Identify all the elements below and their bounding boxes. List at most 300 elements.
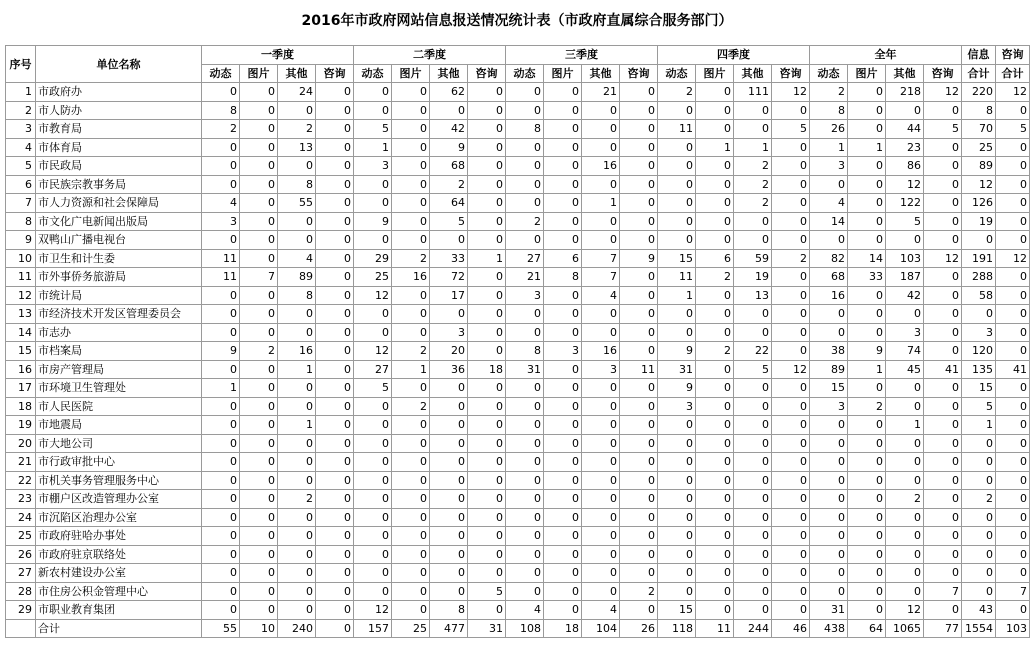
value-cell[interactable]: 9 — [620, 249, 658, 268]
row-index-cell[interactable]: 5 — [6, 157, 36, 176]
value-cell[interactable]: 0 — [392, 601, 430, 620]
value-cell[interactable]: 1 — [202, 379, 240, 398]
value-cell[interactable]: 0 — [316, 360, 354, 379]
value-cell[interactable]: 0 — [544, 157, 582, 176]
value-cell[interactable]: 0 — [506, 416, 544, 435]
value-cell[interactable]: 220 — [962, 83, 996, 102]
value-cell[interactable]: 0 — [392, 83, 430, 102]
value-cell[interactable]: 0 — [278, 508, 316, 527]
value-cell[interactable]: 0 — [924, 434, 962, 453]
value-cell[interactable]: 0 — [772, 434, 810, 453]
value-cell[interactable]: 0 — [544, 138, 582, 157]
value-cell[interactable]: 0 — [620, 545, 658, 564]
total-value-cell[interactable]: 10 — [240, 619, 278, 638]
value-cell[interactable]: 2 — [810, 83, 848, 102]
value-cell[interactable]: 0 — [696, 453, 734, 472]
value-cell[interactable]: 0 — [278, 545, 316, 564]
value-cell[interactable]: 0 — [772, 416, 810, 435]
value-cell[interactable]: 2 — [506, 212, 544, 231]
value-cell[interactable]: 0 — [848, 231, 886, 250]
value-cell[interactable]: 17 — [430, 286, 468, 305]
value-cell[interactable]: 0 — [996, 157, 1030, 176]
value-cell[interactable]: 3 — [810, 397, 848, 416]
value-cell[interactable]: 0 — [658, 323, 696, 342]
value-cell[interactable]: 0 — [316, 323, 354, 342]
value-cell[interactable]: 0 — [886, 453, 924, 472]
value-cell[interactable]: 36 — [430, 360, 468, 379]
value-cell[interactable]: 0 — [620, 157, 658, 176]
value-cell[interactable]: 0 — [354, 582, 392, 601]
value-cell[interactable]: 0 — [996, 397, 1030, 416]
value-cell[interactable]: 2 — [696, 268, 734, 287]
value-cell[interactable]: 0 — [620, 397, 658, 416]
value-cell[interactable]: 0 — [430, 397, 468, 416]
value-cell[interactable]: 0 — [316, 120, 354, 139]
value-cell[interactable]: 3 — [582, 360, 620, 379]
value-cell[interactable]: 33 — [430, 249, 468, 268]
value-cell[interactable]: 0 — [924, 508, 962, 527]
value-cell[interactable]: 0 — [810, 471, 848, 490]
value-cell[interactable]: 0 — [544, 416, 582, 435]
value-cell[interactable]: 0 — [620, 490, 658, 509]
value-cell[interactable]: 0 — [696, 527, 734, 546]
value-cell[interactable]: 5 — [354, 379, 392, 398]
value-cell[interactable]: 1 — [810, 138, 848, 157]
value-cell[interactable]: 0 — [848, 305, 886, 324]
value-cell[interactable]: 0 — [354, 545, 392, 564]
value-cell[interactable]: 0 — [924, 564, 962, 583]
value-cell[interactable]: 0 — [696, 379, 734, 398]
value-cell[interactable]: 0 — [848, 194, 886, 213]
value-cell[interactable]: 0 — [316, 490, 354, 509]
unit-name-cell[interactable]: 市档案局 — [36, 342, 202, 361]
value-cell[interactable]: 25 — [354, 268, 392, 287]
value-cell[interactable]: 1 — [278, 416, 316, 435]
unit-name-cell[interactable]: 市外事侨务旅游局 — [36, 268, 202, 287]
value-cell[interactable]: 70 — [962, 120, 996, 139]
unit-name-cell[interactable]: 市卫生和计生委 — [36, 249, 202, 268]
value-cell[interactable]: 0 — [506, 175, 544, 194]
value-cell[interactable]: 0 — [316, 416, 354, 435]
value-cell[interactable]: 0 — [696, 601, 734, 620]
value-cell[interactable]: 0 — [278, 397, 316, 416]
value-cell[interactable]: 0 — [278, 434, 316, 453]
value-cell[interactable]: 16 — [392, 268, 430, 287]
value-cell[interactable]: 0 — [848, 212, 886, 231]
value-cell[interactable]: 0 — [696, 471, 734, 490]
value-cell[interactable]: 0 — [696, 212, 734, 231]
value-cell[interactable]: 0 — [996, 212, 1030, 231]
value-cell[interactable]: 0 — [734, 231, 772, 250]
value-cell[interactable]: 4 — [278, 249, 316, 268]
value-cell[interactable]: 0 — [468, 231, 506, 250]
value-cell[interactable]: 0 — [468, 545, 506, 564]
value-cell[interactable]: 0 — [734, 397, 772, 416]
value-cell[interactable]: 0 — [582, 138, 620, 157]
value-cell[interactable]: 0 — [354, 175, 392, 194]
value-cell[interactable]: 0 — [392, 416, 430, 435]
value-cell[interactable]: 0 — [468, 83, 506, 102]
value-cell[interactable]: 0 — [582, 434, 620, 453]
value-cell[interactable]: 58 — [962, 286, 996, 305]
value-cell[interactable]: 0 — [240, 379, 278, 398]
value-cell[interactable]: 1 — [392, 360, 430, 379]
value-cell[interactable]: 0 — [316, 101, 354, 120]
value-cell[interactable]: 0 — [354, 305, 392, 324]
header-year-sub-1[interactable]: 图片 — [848, 64, 886, 83]
value-cell[interactable]: 13 — [734, 286, 772, 305]
value-cell[interactable]: 111 — [734, 83, 772, 102]
value-cell[interactable]: 11 — [202, 268, 240, 287]
value-cell[interactable]: 0 — [316, 157, 354, 176]
value-cell[interactable]: 9 — [202, 342, 240, 361]
value-cell[interactable]: 12 — [886, 601, 924, 620]
unit-name-cell[interactable]: 新农村建设办公室 — [36, 564, 202, 583]
value-cell[interactable]: 0 — [506, 101, 544, 120]
unit-name-cell[interactable]: 市人力资源和社会保障局 — [36, 194, 202, 213]
unit-name-cell[interactable]: 市经济技术开发区管理委员会 — [36, 305, 202, 324]
value-cell[interactable]: 11 — [658, 268, 696, 287]
value-cell[interactable]: 0 — [316, 379, 354, 398]
value-cell[interactable]: 0 — [316, 601, 354, 620]
value-cell[interactable]: 0 — [468, 286, 506, 305]
unit-name-cell[interactable]: 市职业教育集团 — [36, 601, 202, 620]
value-cell[interactable]: 0 — [316, 83, 354, 102]
value-cell[interactable]: 0 — [620, 379, 658, 398]
value-cell[interactable]: 0 — [316, 508, 354, 527]
value-cell[interactable]: 0 — [468, 138, 506, 157]
value-cell[interactable]: 0 — [848, 545, 886, 564]
value-cell[interactable]: 0 — [544, 286, 582, 305]
value-cell[interactable]: 2 — [886, 490, 924, 509]
value-cell[interactable]: 0 — [278, 231, 316, 250]
value-cell[interactable]: 0 — [620, 416, 658, 435]
value-cell[interactable]: 0 — [658, 416, 696, 435]
value-cell[interactable]: 0 — [924, 342, 962, 361]
value-cell[interactable]: 16 — [582, 157, 620, 176]
value-cell[interactable]: 3 — [658, 397, 696, 416]
total-value-cell[interactable]: 104 — [582, 619, 620, 638]
value-cell[interactable]: 0 — [468, 527, 506, 546]
value-cell[interactable]: 0 — [696, 194, 734, 213]
header-consult-total-bottom[interactable]: 合计 — [996, 64, 1030, 83]
value-cell[interactable]: 0 — [810, 323, 848, 342]
value-cell[interactable]: 0 — [506, 527, 544, 546]
value-cell[interactable]: 0 — [772, 379, 810, 398]
value-cell[interactable]: 8 — [430, 601, 468, 620]
value-cell[interactable]: 0 — [810, 453, 848, 472]
value-cell[interactable]: 0 — [430, 379, 468, 398]
value-cell[interactable]: 0 — [506, 379, 544, 398]
value-cell[interactable]: 0 — [468, 194, 506, 213]
value-cell[interactable]: 0 — [392, 564, 430, 583]
value-cell[interactable]: 0 — [240, 194, 278, 213]
value-cell[interactable]: 14 — [810, 212, 848, 231]
header-q1-sub-2[interactable]: 其他 — [278, 64, 316, 83]
value-cell[interactable]: 0 — [544, 582, 582, 601]
value-cell[interactable]: 0 — [506, 194, 544, 213]
value-cell[interactable]: 2 — [278, 120, 316, 139]
value-cell[interactable]: 0 — [886, 434, 924, 453]
value-cell[interactable]: 12 — [354, 601, 392, 620]
unit-name-cell[interactable]: 市政府办 — [36, 83, 202, 102]
row-index-cell[interactable]: 27 — [6, 564, 36, 583]
value-cell[interactable]: 0 — [620, 527, 658, 546]
value-cell[interactable]: 0 — [924, 286, 962, 305]
value-cell[interactable]: 0 — [848, 564, 886, 583]
value-cell[interactable]: 0 — [696, 416, 734, 435]
value-cell[interactable]: 0 — [658, 545, 696, 564]
value-cell[interactable]: 0 — [848, 490, 886, 509]
unit-name-cell[interactable]: 市地震局 — [36, 416, 202, 435]
value-cell[interactable]: 0 — [316, 397, 354, 416]
value-cell[interactable]: 12 — [962, 175, 996, 194]
value-cell[interactable]: 0 — [392, 545, 430, 564]
value-cell[interactable]: 0 — [848, 508, 886, 527]
value-cell[interactable]: 0 — [468, 212, 506, 231]
unit-name-cell[interactable]: 双鸭山广播电视台 — [36, 231, 202, 250]
value-cell[interactable]: 0 — [278, 471, 316, 490]
row-index-cell[interactable]: 28 — [6, 582, 36, 601]
value-cell[interactable]: 0 — [772, 268, 810, 287]
value-cell[interactable]: 0 — [506, 83, 544, 102]
value-cell[interactable]: 2 — [848, 397, 886, 416]
value-cell[interactable]: 0 — [392, 194, 430, 213]
value-cell[interactable]: 0 — [924, 601, 962, 620]
value-cell[interactable]: 0 — [658, 138, 696, 157]
unit-name-cell[interactable]: 市志办 — [36, 323, 202, 342]
value-cell[interactable]: 0 — [392, 138, 430, 157]
value-cell[interactable]: 29 — [354, 249, 392, 268]
value-cell[interactable]: 42 — [886, 286, 924, 305]
value-cell[interactable]: 0 — [430, 416, 468, 435]
value-cell[interactable]: 103 — [886, 249, 924, 268]
value-cell[interactable]: 15 — [962, 379, 996, 398]
value-cell[interactable]: 0 — [202, 508, 240, 527]
value-cell[interactable]: 0 — [696, 564, 734, 583]
value-cell[interactable]: 0 — [996, 323, 1030, 342]
value-cell[interactable]: 0 — [240, 286, 278, 305]
value-cell[interactable]: 0 — [772, 453, 810, 472]
value-cell[interactable]: 0 — [278, 453, 316, 472]
value-cell[interactable]: 0 — [962, 527, 996, 546]
value-cell[interactable]: 0 — [658, 231, 696, 250]
value-cell[interactable]: 0 — [996, 508, 1030, 527]
value-cell[interactable]: 0 — [582, 379, 620, 398]
value-cell[interactable]: 0 — [316, 212, 354, 231]
value-cell[interactable]: 0 — [848, 120, 886, 139]
value-cell[interactable]: 0 — [582, 471, 620, 490]
value-cell[interactable]: 0 — [582, 101, 620, 120]
value-cell[interactable]: 0 — [696, 101, 734, 120]
value-cell[interactable]: 0 — [544, 212, 582, 231]
header-year[interactable]: 全年 — [810, 46, 962, 65]
value-cell[interactable]: 0 — [658, 471, 696, 490]
value-cell[interactable]: 0 — [468, 323, 506, 342]
value-cell[interactable]: 0 — [924, 175, 962, 194]
value-cell[interactable]: 0 — [886, 471, 924, 490]
value-cell[interactable]: 6 — [544, 249, 582, 268]
value-cell[interactable]: 2 — [392, 342, 430, 361]
unit-name-cell[interactable]: 市教育局 — [36, 120, 202, 139]
value-cell[interactable]: 187 — [886, 268, 924, 287]
value-cell[interactable]: 0 — [202, 157, 240, 176]
value-cell[interactable]: 0 — [848, 175, 886, 194]
value-cell[interactable]: 9 — [658, 342, 696, 361]
value-cell[interactable]: 0 — [886, 101, 924, 120]
value-cell[interactable]: 68 — [430, 157, 468, 176]
header-q3-sub-2[interactable]: 其他 — [582, 64, 620, 83]
row-index-cell[interactable]: 29 — [6, 601, 36, 620]
value-cell[interactable]: 59 — [734, 249, 772, 268]
header-consult-total-top[interactable]: 咨询 — [996, 46, 1030, 65]
value-cell[interactable]: 0 — [278, 379, 316, 398]
value-cell[interactable]: 5 — [962, 397, 996, 416]
value-cell[interactable]: 0 — [202, 582, 240, 601]
value-cell[interactable]: 0 — [772, 305, 810, 324]
value-cell[interactable]: 0 — [202, 360, 240, 379]
header-q4-sub-0[interactable]: 动态 — [658, 64, 696, 83]
value-cell[interactable]: 0 — [354, 397, 392, 416]
value-cell[interactable]: 0 — [772, 564, 810, 583]
value-cell[interactable]: 0 — [924, 453, 962, 472]
value-cell[interactable]: 0 — [468, 305, 506, 324]
value-cell[interactable]: 0 — [506, 305, 544, 324]
total-label-cell[interactable]: 合计 — [36, 619, 202, 638]
value-cell[interactable]: 0 — [996, 286, 1030, 305]
value-cell[interactable]: 27 — [506, 249, 544, 268]
value-cell[interactable]: 0 — [544, 564, 582, 583]
value-cell[interactable]: 7 — [996, 582, 1030, 601]
value-cell[interactable]: 0 — [240, 601, 278, 620]
value-cell[interactable]: 0 — [996, 564, 1030, 583]
value-cell[interactable]: 0 — [924, 231, 962, 250]
value-cell[interactable]: 0 — [696, 175, 734, 194]
value-cell[interactable]: 11 — [658, 120, 696, 139]
value-cell[interactable]: 42 — [430, 120, 468, 139]
value-cell[interactable]: 0 — [996, 175, 1030, 194]
value-cell[interactable]: 0 — [886, 231, 924, 250]
value-cell[interactable]: 7 — [582, 249, 620, 268]
unit-name-cell[interactable]: 市人民医院 — [36, 397, 202, 416]
value-cell[interactable]: 0 — [544, 194, 582, 213]
value-cell[interactable]: 0 — [354, 564, 392, 583]
value-cell[interactable]: 0 — [544, 323, 582, 342]
value-cell[interactable]: 0 — [202, 323, 240, 342]
total-value-cell[interactable]: 438 — [810, 619, 848, 638]
value-cell[interactable]: 0 — [620, 471, 658, 490]
value-cell[interactable]: 0 — [506, 397, 544, 416]
value-cell[interactable]: 0 — [696, 360, 734, 379]
value-cell[interactable]: 0 — [354, 416, 392, 435]
value-cell[interactable]: 0 — [240, 175, 278, 194]
value-cell[interactable]: 0 — [734, 323, 772, 342]
value-cell[interactable]: 0 — [544, 120, 582, 139]
value-cell[interactable]: 0 — [430, 508, 468, 527]
value-cell[interactable]: 0 — [202, 434, 240, 453]
value-cell[interactable]: 0 — [316, 582, 354, 601]
value-cell[interactable]: 0 — [240, 471, 278, 490]
header-q4-sub-2[interactable]: 其他 — [734, 64, 772, 83]
value-cell[interactable]: 0 — [544, 379, 582, 398]
value-cell[interactable]: 0 — [468, 175, 506, 194]
value-cell[interactable]: 0 — [810, 545, 848, 564]
value-cell[interactable]: 0 — [392, 527, 430, 546]
header-index[interactable]: 序号 — [6, 46, 36, 83]
value-cell[interactable]: 0 — [316, 286, 354, 305]
value-cell[interactable]: 89 — [962, 157, 996, 176]
row-index-cell[interactable]: 18 — [6, 397, 36, 416]
value-cell[interactable]: 0 — [924, 490, 962, 509]
value-cell[interactable]: 12 — [924, 83, 962, 102]
value-cell[interactable]: 0 — [202, 286, 240, 305]
value-cell[interactable]: 0 — [316, 471, 354, 490]
value-cell[interactable]: 12 — [996, 83, 1030, 102]
value-cell[interactable]: 21 — [506, 268, 544, 287]
value-cell[interactable]: 0 — [658, 508, 696, 527]
row-index-cell[interactable]: 26 — [6, 545, 36, 564]
value-cell[interactable]: 64 — [430, 194, 468, 213]
value-cell[interactable]: 2 — [734, 175, 772, 194]
value-cell[interactable]: 0 — [392, 379, 430, 398]
value-cell[interactable]: 11 — [620, 360, 658, 379]
value-cell[interactable]: 0 — [696, 490, 734, 509]
header-q4-sub-3[interactable]: 咨询 — [772, 64, 810, 83]
value-cell[interactable]: 0 — [354, 231, 392, 250]
value-cell[interactable]: 0 — [734, 101, 772, 120]
value-cell[interactable]: 1 — [278, 360, 316, 379]
unit-name-cell[interactable]: 市大地公司 — [36, 434, 202, 453]
value-cell[interactable]: 0 — [582, 582, 620, 601]
value-cell[interactable]: 0 — [996, 268, 1030, 287]
value-cell[interactable]: 0 — [468, 157, 506, 176]
value-cell[interactable]: 6 — [696, 249, 734, 268]
value-cell[interactable]: 0 — [886, 379, 924, 398]
value-cell[interactable]: 0 — [734, 527, 772, 546]
value-cell[interactable]: 0 — [240, 508, 278, 527]
value-cell[interactable]: 0 — [582, 175, 620, 194]
value-cell[interactable]: 0 — [392, 175, 430, 194]
value-cell[interactable]: 0 — [544, 490, 582, 509]
value-cell[interactable]: 41 — [996, 360, 1030, 379]
value-cell[interactable]: 0 — [734, 471, 772, 490]
value-cell[interactable]: 0 — [430, 527, 468, 546]
value-cell[interactable]: 191 — [962, 249, 996, 268]
value-cell[interactable]: 0 — [544, 231, 582, 250]
value-cell[interactable]: 0 — [924, 157, 962, 176]
value-cell[interactable]: 0 — [202, 453, 240, 472]
header-year-sub-0[interactable]: 动态 — [810, 64, 848, 83]
value-cell[interactable]: 31 — [658, 360, 696, 379]
value-cell[interactable]: 0 — [620, 453, 658, 472]
value-cell[interactable]: 0 — [506, 508, 544, 527]
value-cell[interactable]: 1 — [658, 286, 696, 305]
value-cell[interactable]: 43 — [962, 601, 996, 620]
value-cell[interactable]: 14 — [848, 249, 886, 268]
row-index-cell[interactable]: 10 — [6, 249, 36, 268]
value-cell[interactable]: 0 — [696, 120, 734, 139]
header-q2-sub-0[interactable]: 动态 — [354, 64, 392, 83]
header-info-total-bottom[interactable]: 合计 — [962, 64, 996, 83]
value-cell[interactable]: 0 — [924, 101, 962, 120]
value-cell[interactable]: 0 — [996, 434, 1030, 453]
value-cell[interactable]: 0 — [240, 582, 278, 601]
value-cell[interactable]: 9 — [354, 212, 392, 231]
value-cell[interactable]: 0 — [430, 434, 468, 453]
value-cell[interactable]: 4 — [506, 601, 544, 620]
value-cell[interactable]: 0 — [772, 194, 810, 213]
total-value-cell[interactable]: 0 — [316, 619, 354, 638]
